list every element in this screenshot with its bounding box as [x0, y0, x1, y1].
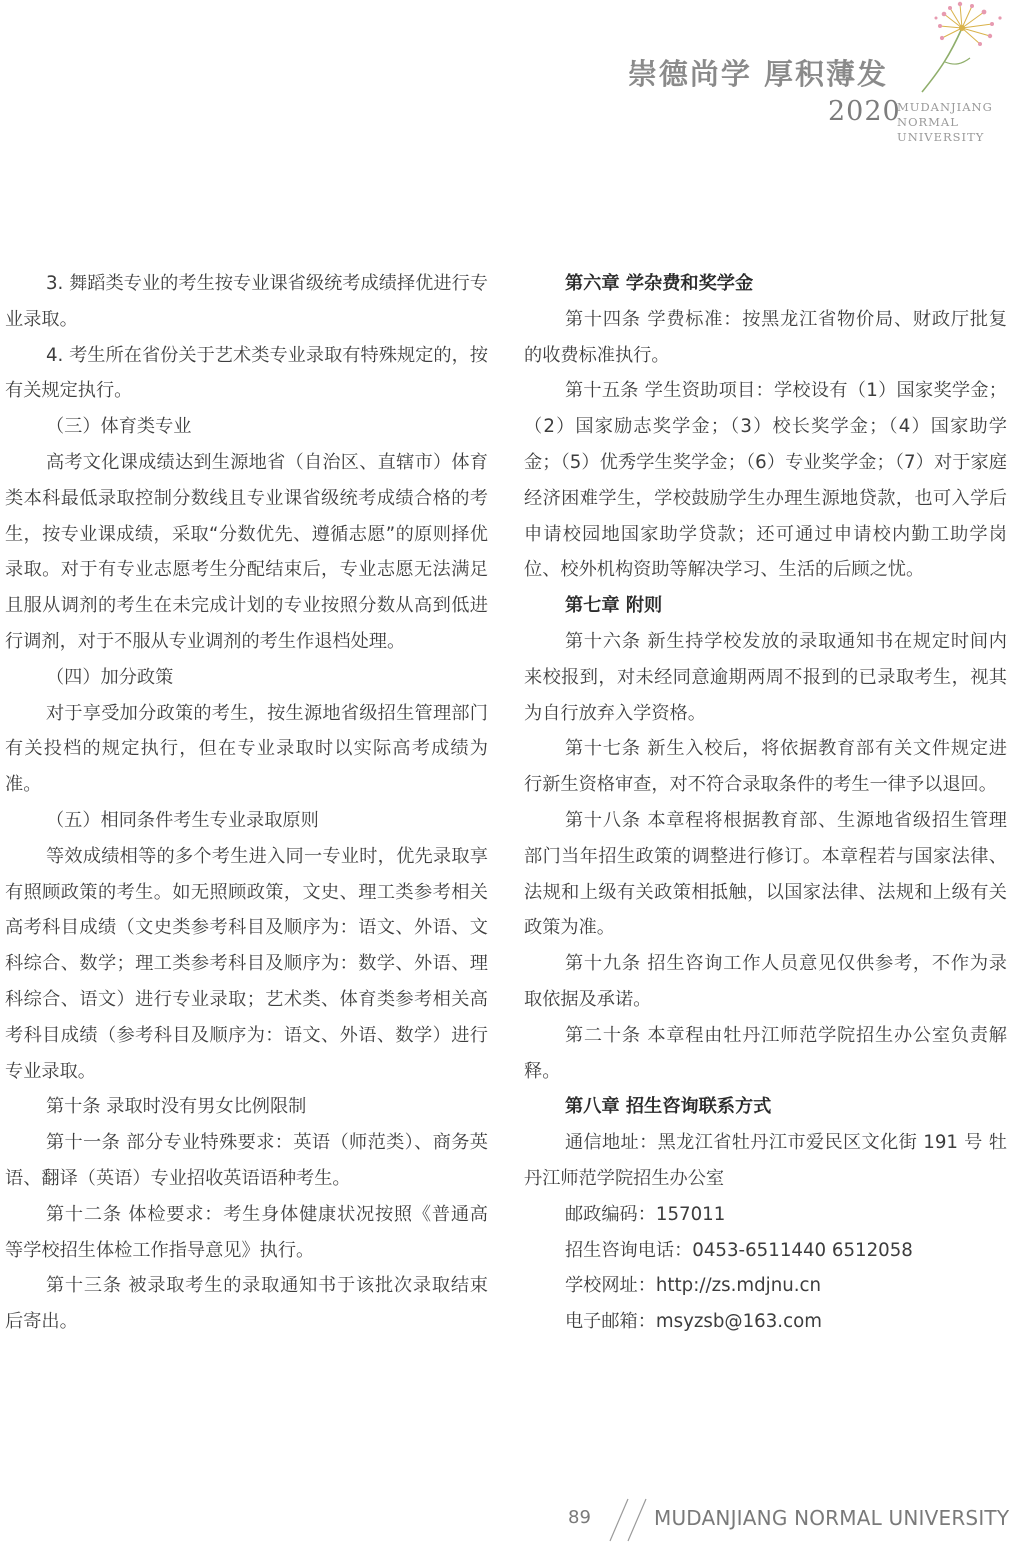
header-university-name	[897, 100, 1017, 145]
paragraph: 第十四条 学费标准：按黑龙江省物价局、财政厅批复的收费标准执行。	[524, 308, 1007, 366]
flower-decoration-icon	[900, 0, 1015, 100]
paragraph: （四）加分政策	[45, 666, 174, 688]
paragraph: 第十三条 被录取考生的录取通知书于该批次录取结束后寄出。	[5, 1275, 488, 1333]
header-uni-line: UNIVERSITY	[897, 130, 985, 144]
footer-university-name: MUDANJIANG NORMAL UNIVERSITY	[654, 1506, 1010, 1530]
paragraph: 电子邮箱：msyzsb@163.com	[564, 1311, 822, 1333]
paragraph: 3. 舞蹈类专业的考生按专业课省级统考成绩择优进行专业录取。	[5, 273, 488, 330]
paragraph: 第十七条 新生入校后，将依据教育部有关文件规定进行新生资格审查，对不符合录取条件的考生一律予以退回。	[524, 738, 1007, 796]
page-footer	[0, 1495, 1024, 1545]
paragraph: 第十一条 部分专业特殊要求：英语（师范类）、商务英语、翻译（英语）专业招收英语语种考生。	[5, 1132, 488, 1189]
paragraph: 等效成绩相等的多个考生进入同一专业时，优先录取享有照顾政策的考生。如无照顾政策，文史、理工类参考相关高考科目成绩（文史类参考科目及顺序为：语文、外语、文科综合、数学；理工类参考科目及顺序为：数学、外语、理科综合、语文）进行专业录取；艺术类、体育类参考相关高考科目成绩（参考科目及顺序为：语文、外语、数学）进行专业录取。	[5, 845, 488, 1082]
paragraph: 第十条 录取时没有男女比例限制	[45, 1096, 307, 1118]
paragraph: 第十九条 招生咨询工作人员意见仅供参考，不作为录取依据及承诺。	[524, 953, 1007, 1010]
page-header	[0, 0, 1024, 170]
paragraph: 4. 考生所在省份关于艺术类专业录取有特殊规定的，按有关规定执行。	[5, 344, 488, 402]
header-uni-line: MUDANJIANG	[897, 100, 993, 114]
header-motto: 崇德尚学 厚积薄发	[627, 57, 888, 91]
header-uni-line: NORMAL	[897, 115, 959, 129]
paragraph: 高考文化课成绩达到生源地省（自治区、直辖市）体育类本科最低录取控制分数线且专业课省级统考成绩合格的考生，按专业课成绩，采取“分数优先、遵循志愿”的原则择优录取。对于有专业志愿考生分配结束后，专业志愿无法满足且服从调剂的考生在未完成计划的专业按照分数从高到低进行调剂，对于不服从专业调剂的考生作退档处理。	[5, 451, 488, 652]
paragraph: 第十五条 学生资助项目：学校设有（1）国家奖学金；（2）国家励志奖学金；（3）校长奖学金；（4）国家助学金；（5）优秀学生奖学金；（6）专业奖学金；（7）对于家庭经济困难学生，学校鼓励学生办理生源地贷款，也可入学后申请校园地国家助学贷款；还可通过申请校内勤工助学岗位、校外机构资助等解决学习、生活的后顾之忧。	[524, 380, 1007, 581]
left-text-column	[5, 266, 488, 1340]
paragraph: 第十八条 本章程将根据教育部、生源地省级招生管理部门当年招生政策的调整进行修订。本章程若与国家法律、法规和上级有关政策相抵触，以国家法律、法规和上级有关政策为准。	[524, 809, 1007, 939]
page-number: 89	[568, 1507, 591, 1528]
paragraph: （三）体育类专业	[45, 416, 192, 438]
section-heading: 第八章 招生咨询联系方式	[564, 1096, 772, 1118]
paragraph: 招生咨询电话：0453-6511440 6512058	[564, 1239, 913, 1261]
section-heading: 第七章 附则	[564, 595, 663, 617]
paragraph: 通信地址：黑龙江省牡丹江市爱民区文化街 191 号 牡丹江师范学院招生办公室	[524, 1132, 1007, 1189]
paragraph: 第二十条 本章程由牡丹江师范学院招生办公室负责解释。	[524, 1024, 1007, 1082]
section-heading: 第六章 学杂费和奖学金	[564, 273, 754, 294]
paragraph: 学校网址：http://zs.mdjnu.cn	[564, 1275, 822, 1297]
paragraph: （五）相同条件考生专业录取原则	[45, 809, 319, 831]
paragraph: 第十二条 体检要求：考生身体健康状况按照《普通高等学校招生体检工作指导意见》执行。	[5, 1203, 488, 1261]
paragraph: 对于享受加分政策的考生，按生源地省级招生管理部门有关投档的规定执行，但在专业录取时以实际高考成绩为准。	[5, 702, 488, 796]
paragraph: 第十六条 新生持学校发放的录取通知书在规定时间内来校报到，对未经同意逾期两周不报到的已录取考生，视其为自行放弃入学资格。	[524, 630, 1007, 724]
header-year: 2020	[828, 96, 901, 127]
double-slash-icon	[606, 1495, 654, 1543]
paragraph: 邮政编码：157011	[564, 1203, 726, 1225]
right-text-column	[524, 266, 1007, 1340]
